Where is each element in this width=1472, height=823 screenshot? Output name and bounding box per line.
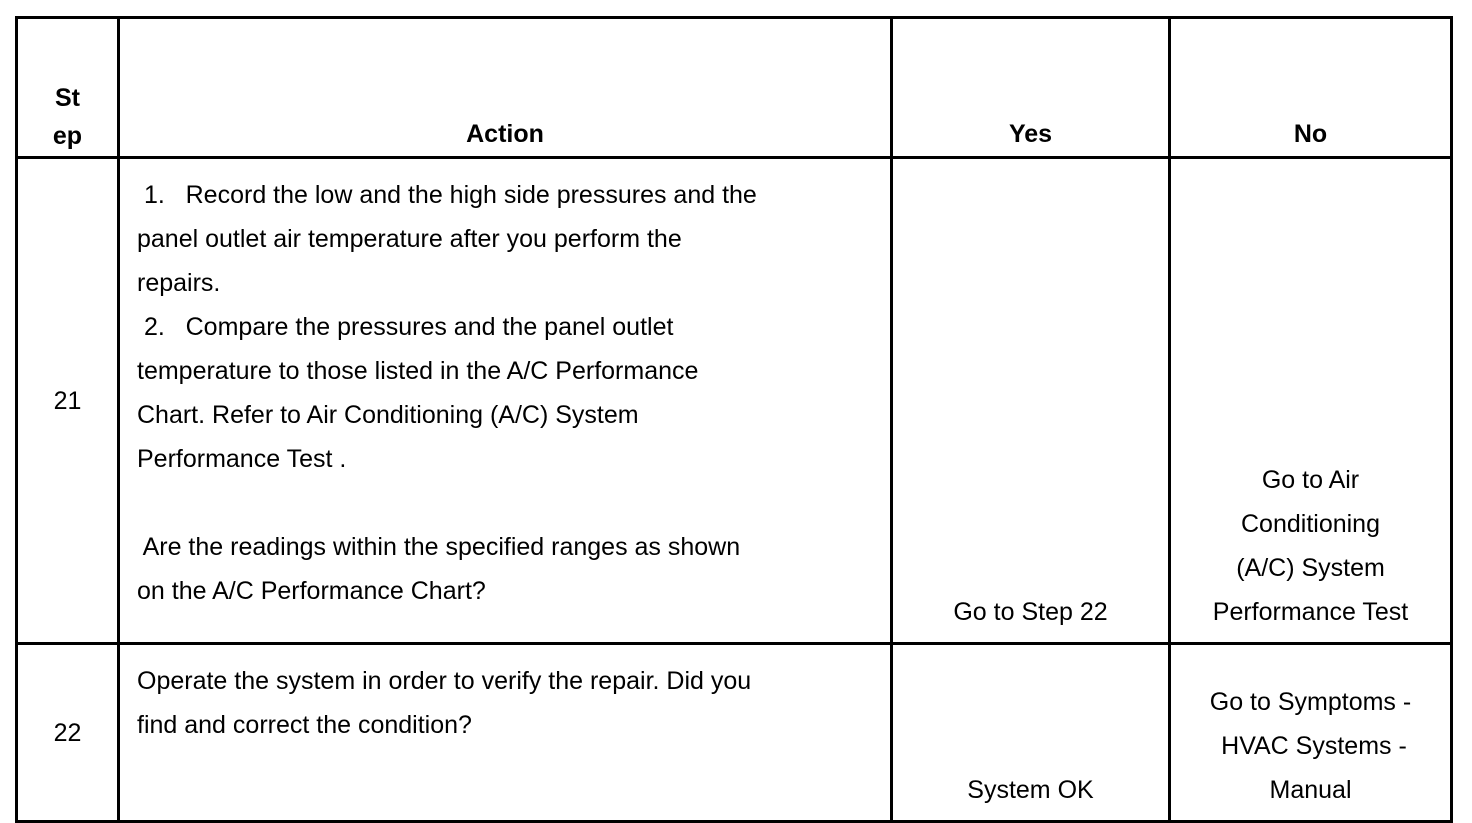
diagnostic-table-container xyxy=(15,16,1450,823)
no-result-line: Go to Air xyxy=(1261,466,1360,494)
action-line: 2. Compare the pressures and the panel outlet xyxy=(137,313,674,341)
no-result xyxy=(1170,158,1452,644)
step-header-line-2: ep xyxy=(52,122,83,150)
action-line-blank xyxy=(137,481,880,525)
yes-result: Go to Step 22 xyxy=(892,158,1170,644)
action-line: 1. Record the low and the high side pressures and the xyxy=(137,181,757,209)
no-result-line: Performance Test xyxy=(1212,598,1409,626)
action-line: temperature to those listed in the A/C Performance xyxy=(137,357,699,385)
column-header-action: Action xyxy=(119,18,892,158)
action-line: repairs. xyxy=(137,269,221,297)
table-row xyxy=(17,644,1452,822)
action-line: Chart. Refer to Air Conditioning (A/C) System xyxy=(137,401,639,429)
action-line: Are the readings within the specified ranges as shown xyxy=(137,533,741,561)
no-result-line: HVAC Systems - xyxy=(1214,732,1407,760)
no-result-line: Manual xyxy=(1269,776,1352,804)
no-result-line: (A/C) System xyxy=(1236,554,1385,582)
table-header-row xyxy=(17,18,1452,158)
step-number: 21 xyxy=(17,158,119,644)
no-result-line: Go to Symptoms - xyxy=(1209,688,1412,716)
no-result xyxy=(1170,644,1452,822)
action-line: on the A/C Performance Chart? xyxy=(137,577,486,605)
column-header-no: No xyxy=(1170,18,1452,158)
action-cell xyxy=(119,158,892,644)
table-row xyxy=(17,158,1452,644)
action-line: Operate the system in order to verify the repair. Did you xyxy=(137,667,752,695)
yes-result: System OK xyxy=(892,644,1170,822)
step-number: 22 xyxy=(17,644,119,822)
column-header-step xyxy=(17,18,119,158)
no-result-line: Conditioning xyxy=(1241,510,1380,538)
step-header-line-1: St xyxy=(55,84,80,112)
action-line: panel outlet air temperature after you perform the xyxy=(137,225,682,253)
action-cell xyxy=(119,644,892,822)
action-line: Performance Test . xyxy=(137,445,347,473)
action-line: find and correct the condition? xyxy=(137,711,472,739)
diagnostic-table xyxy=(15,16,1453,823)
column-header-yes: Yes xyxy=(892,18,1170,158)
